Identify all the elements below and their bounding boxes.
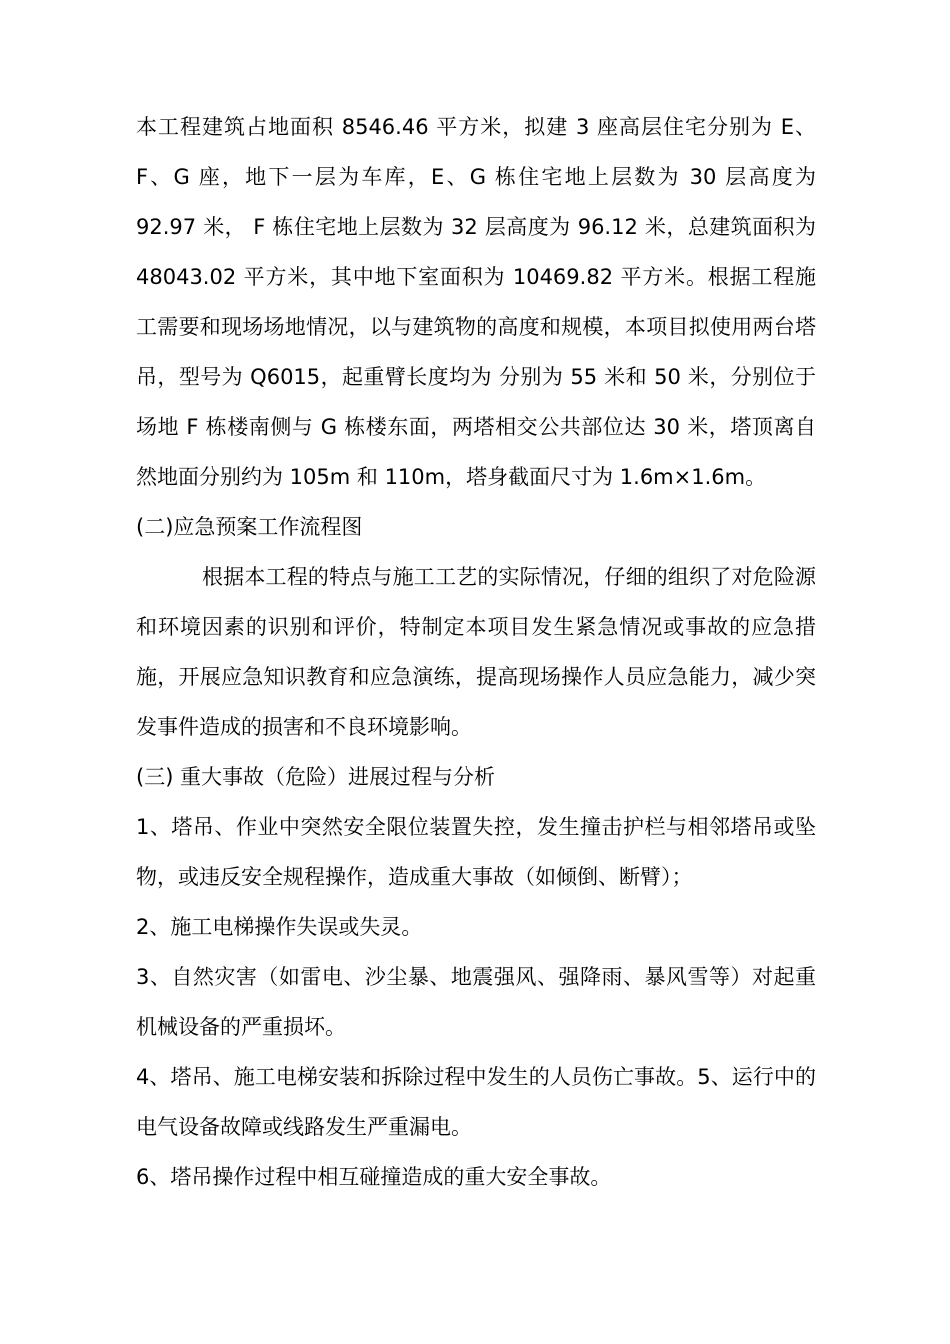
list-item-3: 3、自然灾害（如雷电、沙尘暴、地震强风、强降雨、暴风雪等）对起重机械设备的严重损坏。 (136, 965, 816, 1039)
list-item-6: 6、塔吊操作过程中相互碰撞造成的重大安全事故。 (136, 1165, 612, 1189)
list-item-4-5: 4、塔吊、施工电梯安装和拆除过程中发生的人员伤亡事故。5、运行中的电气设备故障或线路发生严重漏电。 (136, 1065, 816, 1139)
list-item-1: 1、塔吊、作业中突然安全限位装置失控，发生撞击护栏与相邻塔吊或坠物，或违反安全规程操作，造成重大事故（如倾倒、断臂）； (136, 815, 816, 889)
section-heading-major-accident-analysis: (三) 重大事故（危险）进展过程与分析 (136, 765, 496, 789)
list-item-2: 2、施工电梯操作失误或失灵。 (136, 915, 423, 939)
section-heading-emergency-flowchart: (二)应急预案工作流程图 (136, 515, 363, 539)
project-overview-paragraph: 本工程建筑占地面积 8546.46 平方米，拟建 3 座高层住宅分别为 E、F、G 座，地下一层为车库，E、G 栋住宅地上层数为 30 层高度为 92.97 米， F 栋住宅地上层数为 32 层高度为 96.12 米，总建筑面积为 48043.02 平方米，其中地下室面积为 10469.82 平方米。根据工程施工需要和现场场地情况，以与建筑物的高度和规模，本项目拟使用两台塔吊，型号为 Q6015，起重臂长度均为 分别为 55 米和 50 米，分别位于场地 F 栋楼南侧与 G 栋楼东面，两塔相交公共部位达 30 米，塔顶离自然地面分别约为 105m 和 110m，塔身截面尺寸为 1.6m×1.6m。 (136, 115, 816, 489)
emergency-plan-paragraph: 根据本工程的特点与施工工艺的实际情况，仔细的组织了对危险源和环境因素的识别和评价，特制定本项目发生紧急情况或事故的应急措施，开展应急知识教育和应急演练，提高现场操作人员应急能力，减少突发事件造成的损害和不良环境影响。 (136, 565, 816, 739)
document-body (136, 102, 816, 1202)
